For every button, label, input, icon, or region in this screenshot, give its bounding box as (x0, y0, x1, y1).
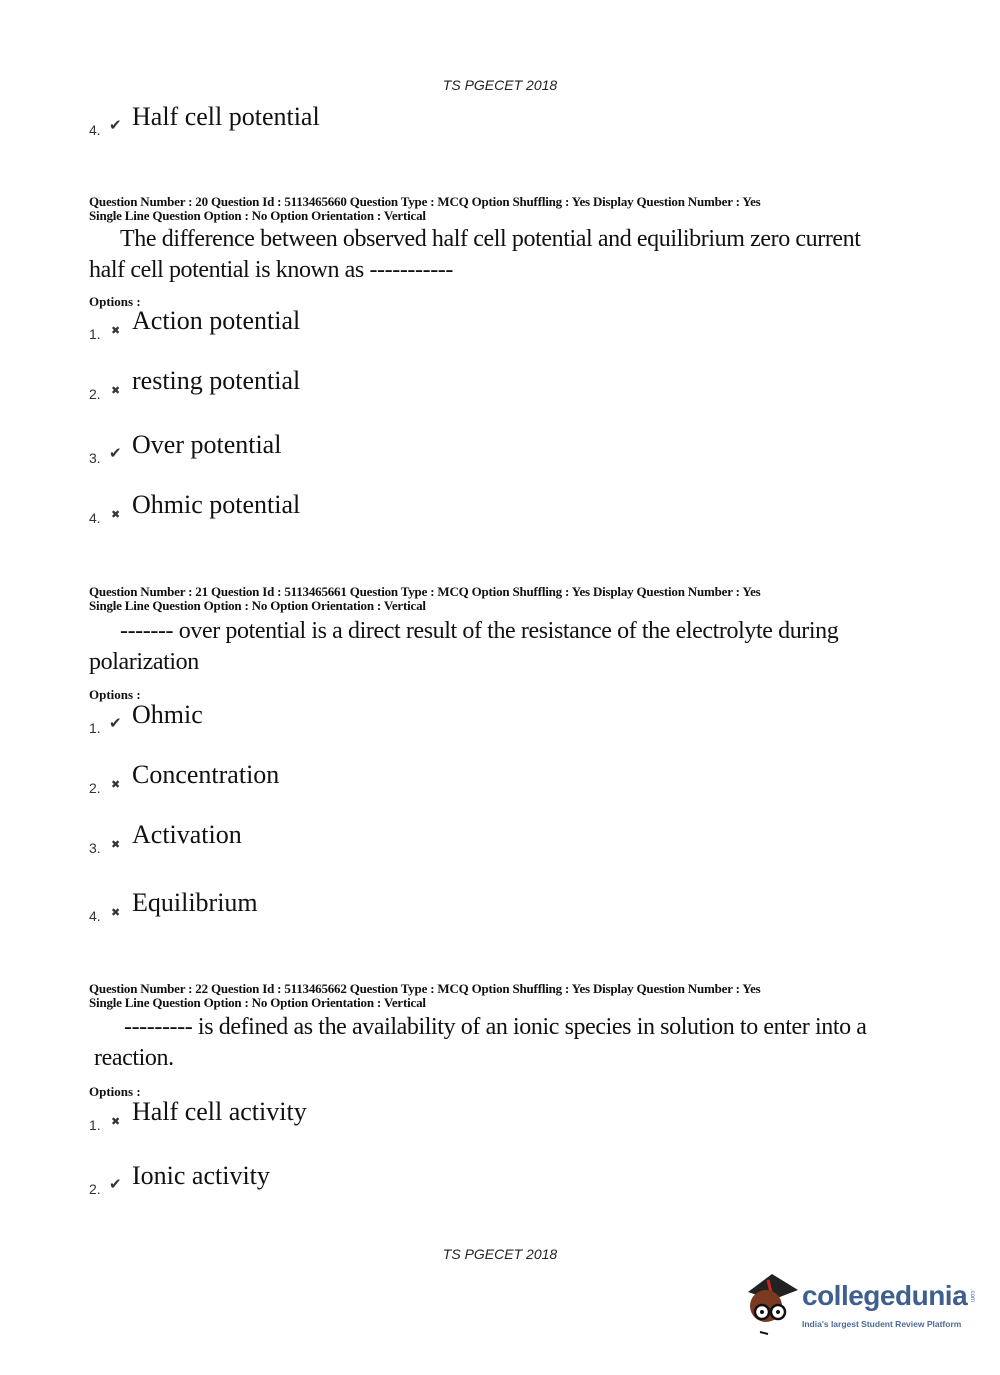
check-icon: ✔ (109, 1175, 122, 1193)
option-number: 4. (89, 510, 101, 526)
cross-icon: ✖ (111, 838, 121, 851)
cross-icon: ✖ (111, 906, 121, 919)
option-text: Action potential (132, 306, 301, 335)
option-row (89, 1161, 489, 1199)
option-row (89, 1097, 489, 1135)
option-text: Half cell activity (132, 1097, 307, 1126)
cross-icon: ✖ (111, 778, 121, 791)
options-label: Options : (89, 687, 141, 702)
question-text-line: polarization (89, 649, 199, 675)
option-text: Ohmic (132, 700, 203, 729)
option-text: resting potential (132, 366, 301, 395)
option-row (89, 700, 489, 738)
logo-brand: collegedunia (802, 1280, 968, 1311)
option-text: Equilibrium (132, 888, 258, 917)
question-text-line: ------- over potential is a direct result of the resistance of the electrolyte during (120, 618, 839, 644)
logo-suffix: .com (969, 1289, 976, 1303)
collegedunia-logo (742, 1270, 992, 1340)
question-text-line: The difference between observed half cell potential and equilibrium zero current (120, 226, 861, 252)
option-text: Ionic activity (132, 1161, 270, 1190)
question-text-line: half cell potential is known as ----------- (89, 257, 453, 283)
option-number: 2. (89, 780, 101, 796)
question-text-line: reaction. (94, 1045, 174, 1071)
cross-icon: ✖ (111, 384, 121, 397)
option-row (89, 102, 489, 140)
cross-icon: ✖ (111, 1115, 121, 1128)
cross-icon: ✖ (111, 508, 121, 521)
option-number: 3. (89, 840, 101, 856)
option-row (89, 820, 489, 858)
check-icon: ✔ (109, 714, 122, 732)
option-text: Half cell potential (132, 102, 320, 131)
logo-tagline: India's largest Student Review Platform (802, 1319, 962, 1329)
option-text: Ohmic potential (132, 490, 301, 519)
logo-brand-row (802, 1280, 975, 1312)
mascot-icon (742, 1270, 800, 1340)
check-icon: ✔ (109, 116, 122, 134)
question-meta: Question Number : 20 Question Id : 5113465660 Question Type : MCQ Option Shuffling : Yes Display Question Number : Yes (89, 194, 761, 209)
option-number: 2. (89, 1181, 101, 1197)
option-number: 4. (89, 122, 101, 138)
option-number: 1. (89, 720, 101, 736)
option-number: 3. (89, 450, 101, 466)
question-meta: Question Number : 22 Question Id : 5113465662 Question Type : MCQ Option Shuffling : Yes Display Question Number : Yes (89, 981, 761, 996)
option-row (89, 760, 489, 798)
options-label: Options : (89, 294, 141, 309)
question-meta: Question Number : 21 Question Id : 5113465661 Question Type : MCQ Option Shuffling : Yes Display Question Number : Yes (89, 584, 761, 599)
question-meta: Single Line Question Option : No Option Orientation : Vertical (89, 995, 426, 1010)
option-text: Over potential (132, 430, 282, 459)
option-row (89, 430, 489, 468)
option-row (89, 306, 489, 344)
page-footer: TS PGECET 2018 (442, 1246, 558, 1262)
question-text-line: --------- is defined as the availability of an ionic species in solution to enter into a (124, 1014, 867, 1040)
option-number: 1. (89, 1117, 101, 1133)
question-meta: Single Line Question Option : No Option Orientation : Vertical (89, 208, 426, 223)
check-icon: ✔ (109, 444, 122, 462)
option-row (89, 888, 489, 926)
page-header: TS PGECET 2018 (442, 77, 558, 93)
option-text: Concentration (132, 760, 280, 789)
cross-icon: ✖ (111, 324, 121, 337)
options-label: Options : (89, 1084, 141, 1099)
option-row (89, 366, 489, 404)
option-number: 1. (89, 326, 101, 342)
option-number: 4. (89, 908, 101, 924)
option-text: Activation (132, 820, 242, 849)
option-row (89, 490, 489, 528)
question-meta: Single Line Question Option : No Option Orientation : Vertical (89, 598, 426, 613)
option-number: 2. (89, 386, 101, 402)
